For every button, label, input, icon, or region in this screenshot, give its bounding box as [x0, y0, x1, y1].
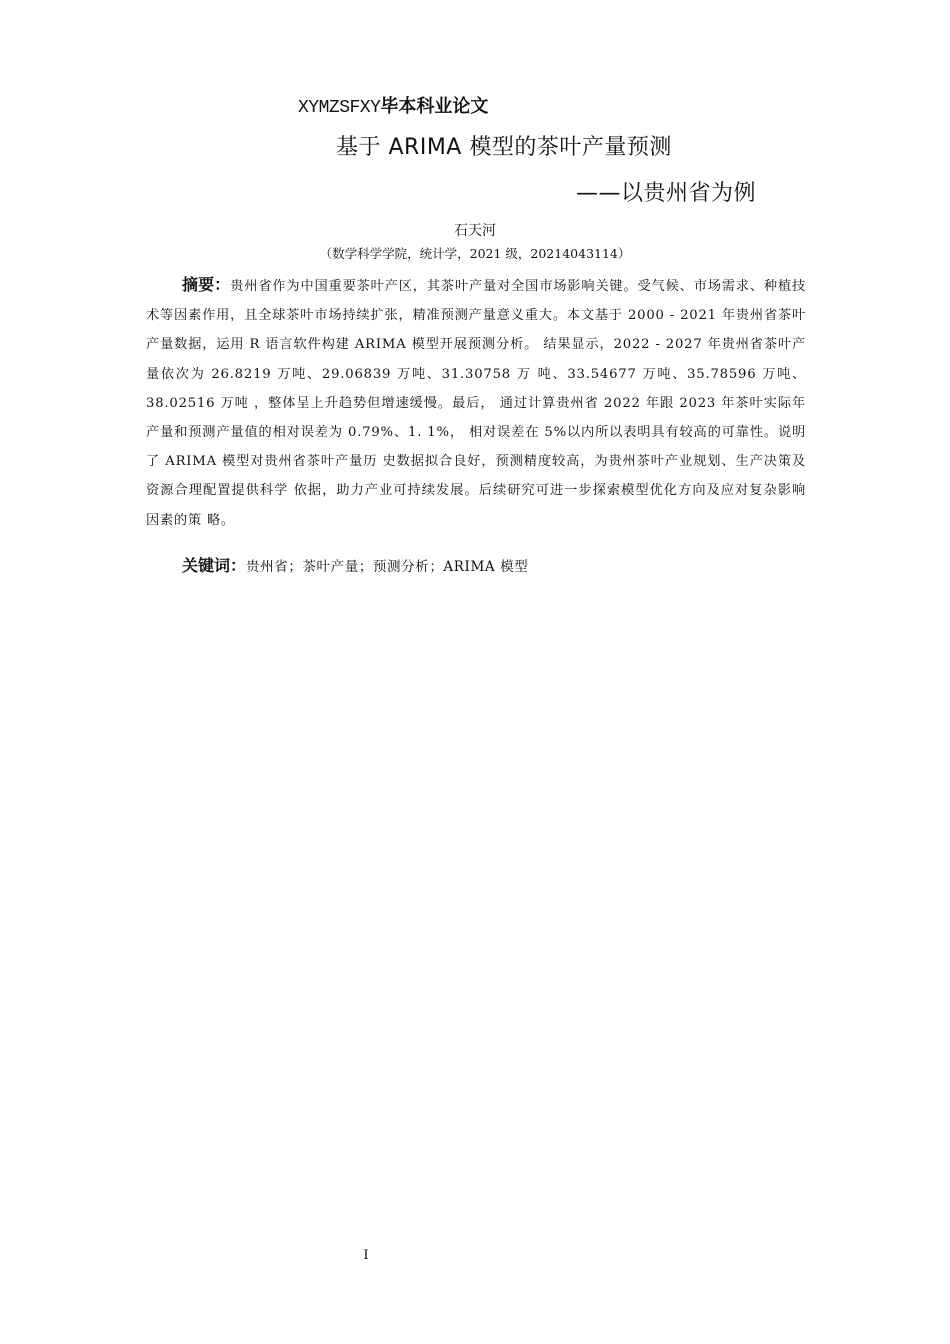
keywords-section — [146, 552, 806, 581]
author-affiliation: （数学科学学院，统计学，2021 级，20214043114） — [319, 246, 631, 261]
page-number: I — [363, 1248, 369, 1263]
abstract-label: 摘要： — [182, 275, 231, 294]
author-name: 石天河 — [454, 223, 496, 239]
running-header-code: XYMZSFXY — [298, 98, 381, 118]
paper-title: 基于 ARIMA 模型的茶叶产量预测 — [336, 135, 672, 160]
running-header — [298, 92, 488, 118]
abstract-section — [146, 270, 806, 535]
paper-subtitle: ——以贵州省为例 — [576, 181, 757, 206]
running-header-text: 毕本科业论文 — [380, 96, 489, 117]
keywords-text: 贵州省；茶叶产量；预测分析；ARIMA 模型 — [246, 559, 529, 575]
abstract-text: 贵州省作为中国重要茶叶产区，其茶叶产量对全国市场影响关键。受气候、市场需求、种植技术等因素作用，且全球茶叶市场持续扩张，精准预测产量意义重大。本文基于 2000 - 2021 年贵州省茶叶产量数据，运用 R 语言软件构建 ARIMA 模型开展预测分析。 结果显示，2022 - 2027 年贵州省茶叶产量依次为 26.8219 万吨、29.06839 万吨、31.30758 万 吨、33.54677 万吨、35.78596 万吨、38.02516 万吨 ，整体呈上升趋势但增速缓慢。最后， 通过计算贵州省 2022 年跟 2023 年茶叶实际年产量和预测产量值的相对误差为 0.79%、1. 1%， 相对误差在 5%以内所以表明具有较高的可靠性。说明了 ARIMA 模型对贵州省茶叶产量历 史数据拟合良好，预测精度较高，为贵州茶叶产业规划、生产决策及资源合理配置提供科学 依据，助力产业可持续发展。后续研究可进一步探索模型优化方向及应对复杂影响因素的策 略。 — [146, 279, 806, 528]
keywords-label: 关键词： — [182, 556, 247, 575]
